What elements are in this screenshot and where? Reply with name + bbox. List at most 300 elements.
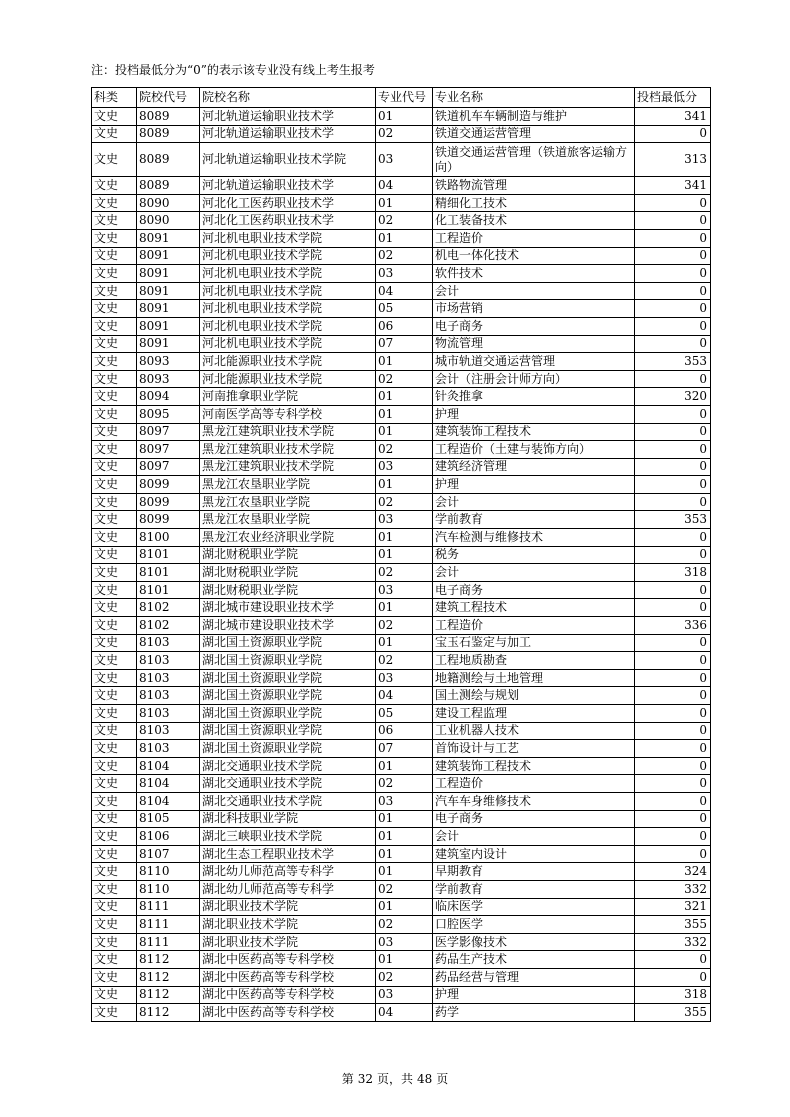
cell-category: 文史: [92, 143, 137, 177]
cell-major-code: 01: [376, 828, 433, 846]
cell-major-code: 04: [376, 1004, 433, 1022]
cell-school-name: 湖北中医药高等专科学校: [200, 951, 376, 969]
table-row: [92, 353, 711, 371]
cell-major-name: 会计（注册会计师方向）: [433, 370, 635, 388]
cell-school-code: 8106: [137, 828, 200, 846]
cell-major-name: 物流管理: [433, 335, 635, 353]
table-row: [92, 405, 711, 423]
cell-min-score: 318: [635, 986, 711, 1004]
cell-min-score: 0: [635, 529, 711, 547]
cell-major-name: 税务: [433, 546, 635, 564]
cell-category: 文史: [92, 1004, 137, 1022]
cell-school-name: 湖北国土资源职业学院: [200, 705, 376, 723]
cell-category: 文史: [92, 792, 137, 810]
table-row: [92, 388, 711, 406]
cell-school-name: 湖北科技职业学院: [200, 810, 376, 828]
cell-school-name: 湖北中医药高等专科学校: [200, 968, 376, 986]
cell-min-score: 0: [635, 705, 711, 723]
col-header-min-score: 投档最低分: [635, 88, 711, 108]
cell-category: 文史: [92, 810, 137, 828]
cell-category: 文史: [92, 247, 137, 265]
cell-major-name: 会计: [433, 493, 635, 511]
cell-school-name: 湖北国土资源职业学院: [200, 687, 376, 705]
cell-school-code: 8103: [137, 722, 200, 740]
table-row: [92, 687, 711, 705]
cell-category: 文史: [92, 916, 137, 934]
cell-major-name: 护理: [433, 986, 635, 1004]
cell-major-name: 护理: [433, 476, 635, 494]
cell-major-code: 02: [376, 775, 433, 793]
cell-school-code: 8105: [137, 810, 200, 828]
cell-school-name: 湖北幼儿师范高等专科学: [200, 880, 376, 898]
table-row: [92, 968, 711, 986]
table-row: [92, 810, 711, 828]
cell-min-score: 0: [635, 300, 711, 318]
table-row: [92, 757, 711, 775]
cell-school-name: 湖北职业技术学院: [200, 916, 376, 934]
cell-school-name: 河南推拿职业学院: [200, 388, 376, 406]
cell-major-name: 地籍测绘与土地管理: [433, 669, 635, 687]
cell-min-score: 0: [635, 757, 711, 775]
cell-school-code: 8093: [137, 353, 200, 371]
cell-school-name: 湖北交通职业技术学院: [200, 757, 376, 775]
cell-min-score: 0: [635, 722, 711, 740]
cell-major-name: 软件技术: [433, 265, 635, 283]
table-row: [92, 652, 711, 670]
footer-mid: 页，共: [376, 1072, 413, 1086]
cell-min-score: 0: [635, 792, 711, 810]
cell-min-score: 318: [635, 564, 711, 582]
col-header-school-name: 院校名称: [200, 88, 376, 108]
cell-school-code: 8089: [137, 125, 200, 143]
table-row: [92, 370, 711, 388]
cell-major-code: 01: [376, 353, 433, 371]
cell-category: 文史: [92, 370, 137, 388]
cell-school-code: 8091: [137, 229, 200, 247]
cell-major-code: 01: [376, 476, 433, 494]
cell-min-score: 0: [635, 599, 711, 617]
cell-major-code: 07: [376, 335, 433, 353]
cell-major-name: 工程地质勘查: [433, 652, 635, 670]
table-row: [92, 194, 711, 212]
cell-school-name: 黑龙江农垦职业学院: [200, 511, 376, 529]
table-row: [92, 529, 711, 547]
cell-school-code: 8095: [137, 405, 200, 423]
cell-major-code: 01: [376, 845, 433, 863]
col-header-category: 科类: [92, 88, 137, 108]
cell-school-code: 8110: [137, 863, 200, 881]
table-row: [92, 476, 711, 494]
cell-min-score: 355: [635, 1004, 711, 1022]
cell-major-name: 药学: [433, 1004, 635, 1022]
cell-major-name: 会计: [433, 564, 635, 582]
cell-major-code: 03: [376, 143, 433, 177]
cell-category: 文史: [92, 212, 137, 230]
cell-school-name: 湖北职业技术学院: [200, 898, 376, 916]
cell-min-score: 0: [635, 370, 711, 388]
cell-school-code: 8091: [137, 317, 200, 335]
cell-school-name: 湖北国土资源职业学院: [200, 669, 376, 687]
cell-category: 文史: [92, 388, 137, 406]
table-row: [92, 229, 711, 247]
table-row: [92, 511, 711, 529]
cell-min-score: 0: [635, 229, 711, 247]
cell-major-code: 03: [376, 265, 433, 283]
cell-category: 文史: [92, 317, 137, 335]
col-header-major-code: 专业代号: [376, 88, 433, 108]
cell-major-name: 学前教育: [433, 511, 635, 529]
cell-category: 文史: [92, 265, 137, 283]
cell-school-name: 河北机电职业技术学院: [200, 265, 376, 283]
cell-major-name: 建筑装饰工程技术: [433, 423, 635, 441]
cell-min-score: 0: [635, 951, 711, 969]
header-row: [92, 88, 711, 108]
cell-major-code: 01: [376, 546, 433, 564]
cell-school-code: 8103: [137, 652, 200, 670]
cell-category: 文史: [92, 405, 137, 423]
cell-major-code: 02: [376, 212, 433, 230]
cell-school-code: 8103: [137, 634, 200, 652]
cell-school-name: 湖北财税职业学院: [200, 581, 376, 599]
table-row: [92, 1004, 711, 1022]
cell-school-code: 8101: [137, 564, 200, 582]
table-row: [92, 951, 711, 969]
cell-category: 文史: [92, 863, 137, 881]
cell-min-score: 0: [635, 476, 711, 494]
cell-school-code: 8100: [137, 529, 200, 547]
cell-major-name: 电子商务: [433, 810, 635, 828]
cell-min-score: 0: [635, 775, 711, 793]
cell-major-name: 建筑装饰工程技术: [433, 757, 635, 775]
cell-school-name: 湖北城市建设职业技术学: [200, 599, 376, 617]
cell-school-code: 8104: [137, 757, 200, 775]
cell-category: 文史: [92, 634, 137, 652]
cell-category: 文史: [92, 282, 137, 300]
cell-major-code: 04: [376, 687, 433, 705]
cell-school-code: 8103: [137, 705, 200, 723]
cell-major-name: 建筑工程技术: [433, 599, 635, 617]
cell-category: 文史: [92, 599, 137, 617]
cell-category: 文史: [92, 845, 137, 863]
cell-min-score: 0: [635, 458, 711, 476]
cell-category: 文史: [92, 986, 137, 1004]
cell-major-code: 02: [376, 880, 433, 898]
cell-category: 文史: [92, 108, 137, 126]
cell-school-code: 8099: [137, 476, 200, 494]
cell-category: 文史: [92, 617, 137, 635]
cell-major-name: 会计: [433, 282, 635, 300]
cell-school-name: 湖北财税职业学院: [200, 564, 376, 582]
table-row: [92, 634, 711, 652]
cell-school-name: 湖北城市建设职业技术学: [200, 617, 376, 635]
cell-min-score: 353: [635, 353, 711, 371]
cell-min-score: 324: [635, 863, 711, 881]
cell-major-code: 01: [376, 194, 433, 212]
cell-school-code: 8110: [137, 880, 200, 898]
cell-major-code: 02: [376, 968, 433, 986]
cell-category: 文史: [92, 652, 137, 670]
cell-major-code: 06: [376, 317, 433, 335]
cell-school-code: 8112: [137, 968, 200, 986]
cell-min-score: 0: [635, 740, 711, 758]
cell-category: 文史: [92, 880, 137, 898]
table-row: [92, 265, 711, 283]
table-row: [92, 493, 711, 511]
cell-school-name: 河南医学高等专科学校: [200, 405, 376, 423]
cell-school-code: 8107: [137, 845, 200, 863]
cell-min-score: 336: [635, 617, 711, 635]
cell-major-name: 铁路物流管理: [433, 177, 635, 195]
cell-min-score: 355: [635, 916, 711, 934]
cell-school-code: 8091: [137, 282, 200, 300]
table-row: [92, 546, 711, 564]
cell-major-code: 03: [376, 933, 433, 951]
cell-major-name: 国土测绘与规划: [433, 687, 635, 705]
cell-school-name: 黑龙江农业经济职业学院: [200, 529, 376, 547]
cell-major-name: 会计: [433, 828, 635, 846]
cell-major-name: 护理: [433, 405, 635, 423]
cell-major-name: 电子商务: [433, 581, 635, 599]
cell-major-name: 铁道机车车辆制造与维护: [433, 108, 635, 126]
table-body: [92, 108, 711, 1022]
cell-major-code: 03: [376, 511, 433, 529]
cell-school-code: 8103: [137, 740, 200, 758]
cell-major-name: 城市轨道交通运营管理: [433, 353, 635, 371]
table-row: [92, 863, 711, 881]
cell-major-name: 铁道交通运营管理: [433, 125, 635, 143]
cell-major-code: 01: [376, 229, 433, 247]
cell-major-name: 学前教育: [433, 880, 635, 898]
cell-min-score: 0: [635, 493, 711, 511]
cell-category: 文史: [92, 828, 137, 846]
cell-major-code: 03: [376, 458, 433, 476]
cell-school-code: 8090: [137, 212, 200, 230]
cell-major-code: 04: [376, 177, 433, 195]
cell-min-score: 341: [635, 177, 711, 195]
col-header-major-name: 专业名称: [433, 88, 635, 108]
admission-score-table: [91, 87, 711, 1022]
cell-category: 文史: [92, 125, 137, 143]
cell-school-code: 8089: [137, 177, 200, 195]
table-row: [92, 423, 711, 441]
cell-category: 文史: [92, 933, 137, 951]
cell-school-name: 河北化工医药职业技术学: [200, 194, 376, 212]
cell-school-code: 8111: [137, 916, 200, 934]
cell-school-code: 8091: [137, 335, 200, 353]
cell-major-name: 针灸推拿: [433, 388, 635, 406]
table-row: [92, 845, 711, 863]
cell-major-name: 建设工程监理: [433, 705, 635, 723]
cell-school-name: 湖北国土资源职业学院: [200, 652, 376, 670]
cell-major-code: 04: [376, 282, 433, 300]
table-row: [92, 143, 711, 177]
cell-school-code: 8101: [137, 546, 200, 564]
cell-school-name: 湖北国土资源职业学院: [200, 634, 376, 652]
cell-major-code: 01: [376, 405, 433, 423]
cell-major-name: 工程造价（土建与装饰方向）: [433, 441, 635, 459]
cell-school-name: 黑龙江农垦职业学院: [200, 476, 376, 494]
cell-category: 文史: [92, 687, 137, 705]
cell-school-name: 河北轨道运输职业技术学: [200, 108, 376, 126]
cell-major-name: 化工装备技术: [433, 212, 635, 230]
cell-school-code: 8094: [137, 388, 200, 406]
cell-major-code: 03: [376, 986, 433, 1004]
cell-major-code: 01: [376, 951, 433, 969]
cell-school-code: 8093: [137, 370, 200, 388]
cell-major-code: 03: [376, 669, 433, 687]
cell-major-name: 早期教育: [433, 863, 635, 881]
table-row: [92, 599, 711, 617]
cell-min-score: 0: [635, 828, 711, 846]
cell-category: 文史: [92, 757, 137, 775]
table-row: [92, 933, 711, 951]
cell-major-code: 06: [376, 722, 433, 740]
cell-min-score: 0: [635, 265, 711, 283]
cell-major-code: 03: [376, 581, 433, 599]
table-row: [92, 300, 711, 318]
cell-school-name: 湖北职业技术学院: [200, 933, 376, 951]
cell-min-score: 0: [635, 441, 711, 459]
cell-category: 文史: [92, 229, 137, 247]
cell-category: 文史: [92, 529, 137, 547]
cell-school-name: 黑龙江建筑职业技术学院: [200, 423, 376, 441]
cell-major-name: 精细化工技术: [433, 194, 635, 212]
cell-category: 文史: [92, 441, 137, 459]
cell-school-code: 8097: [137, 441, 200, 459]
cell-school-name: 河北能源职业技术学院: [200, 353, 376, 371]
cell-category: 文史: [92, 511, 137, 529]
cell-min-score: 0: [635, 687, 711, 705]
cell-school-code: 8103: [137, 687, 200, 705]
cell-category: 文史: [92, 564, 137, 582]
cell-category: 文史: [92, 353, 137, 371]
cell-school-name: 湖北交通职业技术学院: [200, 775, 376, 793]
footer-suffix: 页: [436, 1072, 449, 1086]
cell-min-score: 332: [635, 880, 711, 898]
cell-min-score: 0: [635, 405, 711, 423]
cell-major-code: 02: [376, 441, 433, 459]
table-row: [92, 335, 711, 353]
cell-major-name: 口腔医学: [433, 916, 635, 934]
cell-major-code: 07: [376, 740, 433, 758]
cell-school-code: 8091: [137, 265, 200, 283]
cell-major-code: 02: [376, 125, 433, 143]
table-row: [92, 828, 711, 846]
cell-major-name: 汽车车身维修技术: [433, 792, 635, 810]
cell-school-name: 湖北生态工程职业技术学: [200, 845, 376, 863]
table-row: [92, 317, 711, 335]
cell-major-code: 02: [376, 916, 433, 934]
cell-min-score: 0: [635, 634, 711, 652]
cell-school-code: 8097: [137, 458, 200, 476]
cell-major-code: 03: [376, 792, 433, 810]
cell-min-score: 313: [635, 143, 711, 177]
cell-category: 文史: [92, 546, 137, 564]
cell-min-score: 0: [635, 968, 711, 986]
cell-category: 文史: [92, 951, 137, 969]
table-row: [92, 125, 711, 143]
cell-major-name: 建筑经济管理: [433, 458, 635, 476]
cell-school-code: 8111: [137, 898, 200, 916]
cell-school-code: 8089: [137, 108, 200, 126]
cell-school-name: 湖北国土资源职业学院: [200, 740, 376, 758]
cell-school-code: 8089: [137, 143, 200, 177]
cell-major-code: 02: [376, 652, 433, 670]
cell-school-name: 湖北幼儿师范高等专科学: [200, 863, 376, 881]
cell-min-score: 0: [635, 212, 711, 230]
cell-min-score: 0: [635, 317, 711, 335]
footer-prefix: 第: [341, 1072, 354, 1086]
cell-min-score: 0: [635, 282, 711, 300]
cell-school-code: 8103: [137, 669, 200, 687]
cell-major-code: 02: [376, 370, 433, 388]
cell-major-code: 05: [376, 300, 433, 318]
cell-category: 文史: [92, 423, 137, 441]
cell-school-code: 8111: [137, 933, 200, 951]
table-row: [92, 458, 711, 476]
cell-min-score: 0: [635, 194, 711, 212]
cell-school-code: 8097: [137, 423, 200, 441]
cell-school-code: 8099: [137, 493, 200, 511]
table-note: 注：投档最低分为“0”的表示该专业没有线上考生报考: [91, 63, 375, 77]
cell-school-name: 黑龙江建筑职业技术学院: [200, 441, 376, 459]
cell-major-code: 01: [376, 810, 433, 828]
cell-school-name: 湖北三峡职业技术学院: [200, 828, 376, 846]
cell-school-name: 黑龙江农垦职业学院: [200, 493, 376, 511]
cell-category: 文史: [92, 968, 137, 986]
table-row: [92, 740, 711, 758]
cell-major-name: 工程造价: [433, 617, 635, 635]
table-row: [92, 617, 711, 635]
cell-min-score: 320: [635, 388, 711, 406]
cell-min-score: 0: [635, 125, 711, 143]
cell-category: 文史: [92, 722, 137, 740]
table-row: [92, 564, 711, 582]
cell-school-code: 8102: [137, 617, 200, 635]
cell-school-code: 8099: [137, 511, 200, 529]
cell-major-name: 医学影像技术: [433, 933, 635, 951]
cell-category: 文史: [92, 669, 137, 687]
table-row: [92, 247, 711, 265]
cell-school-name: 河北机电职业技术学院: [200, 335, 376, 353]
cell-school-name: 河北机电职业技术学院: [200, 247, 376, 265]
table-row: [92, 916, 711, 934]
cell-school-name: 河北轨道运输职业技术学: [200, 177, 376, 195]
cell-school-code: 8112: [137, 951, 200, 969]
cell-school-name: 河北机电职业技术学院: [200, 300, 376, 318]
footer-total-pages: 48: [417, 1072, 433, 1086]
table-row: [92, 705, 711, 723]
cell-major-name: 电子商务: [433, 317, 635, 335]
table-row: [92, 212, 711, 230]
cell-school-code: 8101: [137, 581, 200, 599]
table-row: [92, 898, 711, 916]
cell-school-name: 湖北交通职业技术学院: [200, 792, 376, 810]
cell-school-code: 8112: [137, 1004, 200, 1022]
table-row: [92, 669, 711, 687]
cell-school-name: 河北能源职业技术学院: [200, 370, 376, 388]
cell-school-name: 湖北国土资源职业学院: [200, 722, 376, 740]
cell-min-score: 0: [635, 581, 711, 599]
cell-major-code: 01: [376, 423, 433, 441]
cell-min-score: 0: [635, 546, 711, 564]
cell-school-code: 8104: [137, 792, 200, 810]
cell-major-code: 01: [376, 634, 433, 652]
footer-page-number: 32: [357, 1072, 373, 1086]
cell-category: 文史: [92, 493, 137, 511]
cell-school-name: 湖北中医药高等专科学校: [200, 986, 376, 1004]
table-row: [92, 792, 711, 810]
